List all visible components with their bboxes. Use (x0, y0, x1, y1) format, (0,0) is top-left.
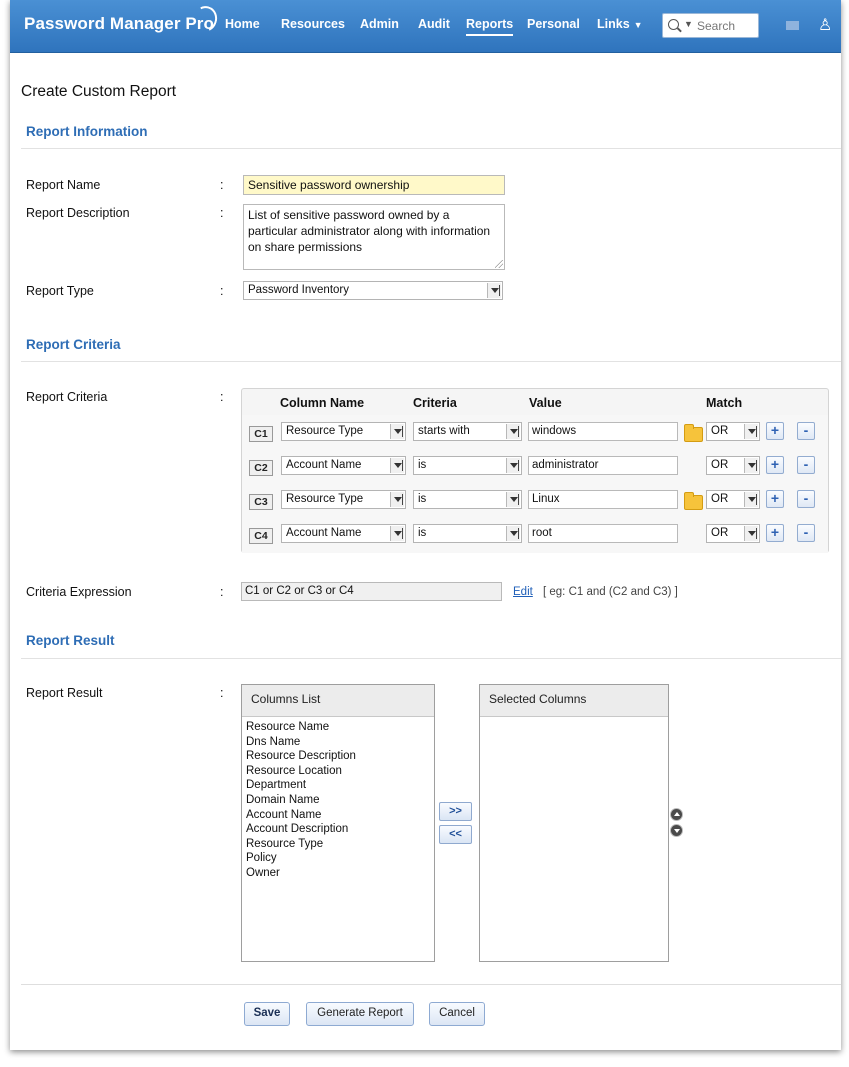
add-criteria-button[interactable]: + (766, 524, 784, 542)
report-type-value: Password Inventory (248, 284, 349, 296)
criteria-row-tag: C4 (249, 528, 273, 544)
column-name-header: Column Name (280, 396, 365, 410)
columns-list[interactable] (241, 684, 435, 962)
column-name-select[interactable] (281, 490, 406, 509)
criteria-expression-input[interactable]: C1 or C2 or C3 or C4 (241, 582, 502, 601)
search-icon (668, 19, 679, 30)
report-name-label: Report Name (26, 178, 101, 192)
criteria-row-tag: C2 (249, 460, 273, 476)
value-header: Value (529, 396, 562, 410)
remove-criteria-button[interactable]: - (797, 422, 815, 440)
report-description-label: Report Description (26, 206, 130, 220)
report-result-label: Report Result (26, 686, 103, 700)
criteria-operator-select[interactable] (413, 456, 522, 475)
nav-audit[interactable]: Audit (418, 17, 450, 31)
dropdown-arrow-icon (744, 458, 758, 473)
nav-home[interactable]: Home (225, 17, 260, 31)
move-down-icon[interactable] (671, 825, 682, 836)
section-report-result: Report Result (26, 633, 115, 648)
match-select[interactable] (706, 456, 760, 475)
column-name-select[interactable] (281, 456, 406, 475)
add-columns-button[interactable]: >> (439, 802, 472, 821)
divider (21, 361, 841, 362)
criteria-operator-select[interactable] (413, 422, 522, 441)
list-item[interactable]: Owner (246, 866, 280, 879)
criteria-header: Criteria (413, 396, 457, 410)
resize-grip-icon[interactable] (495, 260, 503, 268)
criteria-row-tag: C1 (249, 426, 273, 442)
dropdown-arrow-icon (390, 492, 404, 507)
dropdown-arrow-icon (744, 492, 758, 507)
page-title: Create Custom Report (21, 83, 177, 100)
remove-criteria-button[interactable]: - (797, 490, 815, 508)
select-value: OR (711, 527, 729, 539)
dropdown-arrow-icon (506, 458, 520, 473)
colon: : (220, 178, 224, 192)
select-value: OR (711, 493, 729, 505)
divider (21, 984, 841, 985)
colon: : (220, 686, 224, 700)
list-item[interactable]: Dns Name (246, 735, 301, 748)
criteria-row-tag: C3 (249, 494, 273, 510)
dropdown-arrow-icon (744, 424, 758, 439)
nav-admin[interactable]: Admin (360, 17, 399, 31)
nav-resources[interactable]: Resources (281, 17, 345, 31)
brand-logo[interactable]: Password Manager Pro (24, 14, 215, 33)
nav-reports[interactable]: Reports (466, 17, 513, 36)
match-header: Match (706, 396, 743, 410)
selected-columns-list[interactable] (479, 684, 669, 962)
list-item[interactable]: Account Name (246, 808, 322, 821)
remove-criteria-button[interactable]: - (797, 456, 815, 474)
search-input[interactable]: Search (697, 19, 736, 33)
criteria-operator-select[interactable] (413, 524, 522, 543)
list-item[interactable]: Domain Name (246, 793, 320, 806)
column-name-select[interactable] (281, 524, 406, 543)
generate-report-button[interactable]: Generate Report (306, 1002, 414, 1026)
list-item[interactable]: Account Description (246, 823, 349, 836)
mail-icon[interactable] (786, 21, 799, 30)
move-up-icon[interactable] (671, 809, 682, 820)
match-select[interactable] (706, 524, 760, 543)
criteria-value-input[interactable]: administrator (528, 456, 678, 475)
dropdown-arrow-icon (390, 458, 404, 473)
list-item[interactable]: Resource Location (246, 764, 342, 777)
criteria-value-input[interactable]: root (528, 524, 678, 543)
select-value: is (418, 527, 427, 539)
dropdown-arrow-icon (487, 283, 501, 298)
criteria-expression-label: Criteria Expression (26, 585, 132, 599)
section-report-information: Report Information (26, 124, 148, 139)
save-button[interactable]: Save (244, 1002, 290, 1026)
colon: : (220, 390, 224, 404)
criteria-value-input[interactable]: windows (528, 422, 678, 441)
select-value: OR (711, 425, 729, 437)
select-value: is (418, 459, 427, 471)
list-item[interactable]: Resource Type (246, 837, 324, 850)
top-nav-bar (10, 0, 841, 53)
report-description-textarea[interactable] (243, 204, 505, 270)
match-select[interactable] (706, 490, 760, 509)
edit-expression-link[interactable]: Edit (513, 586, 533, 598)
column-name-select[interactable] (281, 422, 406, 441)
criteria-table (241, 388, 829, 553)
remove-criteria-button[interactable]: - (797, 524, 815, 542)
report-type-select[interactable] (243, 281, 503, 300)
dropdown-arrow-icon (506, 492, 520, 507)
colon: : (220, 284, 224, 298)
list-item[interactable]: Resource Description (246, 750, 356, 763)
user-icon[interactable]: ♙ (818, 17, 833, 34)
caret-down-icon: ▼ (633, 20, 643, 30)
folder-icon[interactable] (684, 495, 703, 510)
select-value: starts with (418, 425, 470, 437)
list-item[interactable]: Policy (246, 852, 277, 865)
list-item[interactable]: Resource Name (246, 721, 330, 733)
search-scope-caret-icon[interactable]: ▼ (684, 19, 693, 29)
divider (21, 658, 841, 659)
add-criteria-button[interactable]: + (766, 456, 784, 474)
report-name-input[interactable]: Sensitive password ownership (243, 175, 505, 195)
cancel-button[interactable]: Cancel (429, 1002, 485, 1026)
columns-list-title: Columns List (242, 685, 434, 717)
select-value: Account Name (286, 527, 362, 539)
report-description-text: List of sensitive password owned by a particular administrator along with information on share permissions (248, 208, 491, 254)
report-criteria-label: Report Criteria (26, 390, 108, 404)
add-criteria-button[interactable]: + (766, 490, 784, 508)
nav-personal[interactable]: Personal (527, 17, 580, 31)
select-value: Account Name (286, 459, 362, 471)
criteria-operator-select[interactable] (413, 490, 522, 509)
dropdown-arrow-icon (506, 424, 520, 439)
list-item[interactable]: Department (246, 779, 307, 792)
selected-columns-title: Selected Columns (480, 685, 668, 717)
add-criteria-button[interactable]: + (766, 422, 784, 440)
divider (21, 148, 841, 149)
select-value: Resource Type (286, 493, 364, 505)
criteria-value-input[interactable]: Linux (528, 490, 678, 509)
dropdown-arrow-icon (390, 424, 404, 439)
search-box[interactable] (662, 13, 759, 38)
select-value: is (418, 493, 427, 505)
app-window (10, 0, 841, 1050)
colon: : (220, 206, 224, 220)
report-type-label: Report Type (26, 284, 94, 298)
dropdown-arrow-icon (390, 526, 404, 541)
remove-columns-button[interactable]: << (439, 825, 472, 844)
dropdown-arrow-icon (744, 526, 758, 541)
columns-list-items (242, 717, 434, 884)
nav-links[interactable] (597, 17, 643, 31)
nav-links-label: Links (597, 17, 630, 31)
folder-icon[interactable] (684, 427, 703, 442)
select-value: Resource Type (286, 425, 364, 437)
section-report-criteria: Report Criteria (26, 337, 121, 352)
dropdown-arrow-icon (506, 526, 520, 541)
match-select[interactable] (706, 422, 760, 441)
select-value: OR (711, 459, 729, 471)
expression-hint: [ eg: C1 and (C2 and C3) ] (543, 586, 678, 598)
colon: : (220, 585, 224, 599)
